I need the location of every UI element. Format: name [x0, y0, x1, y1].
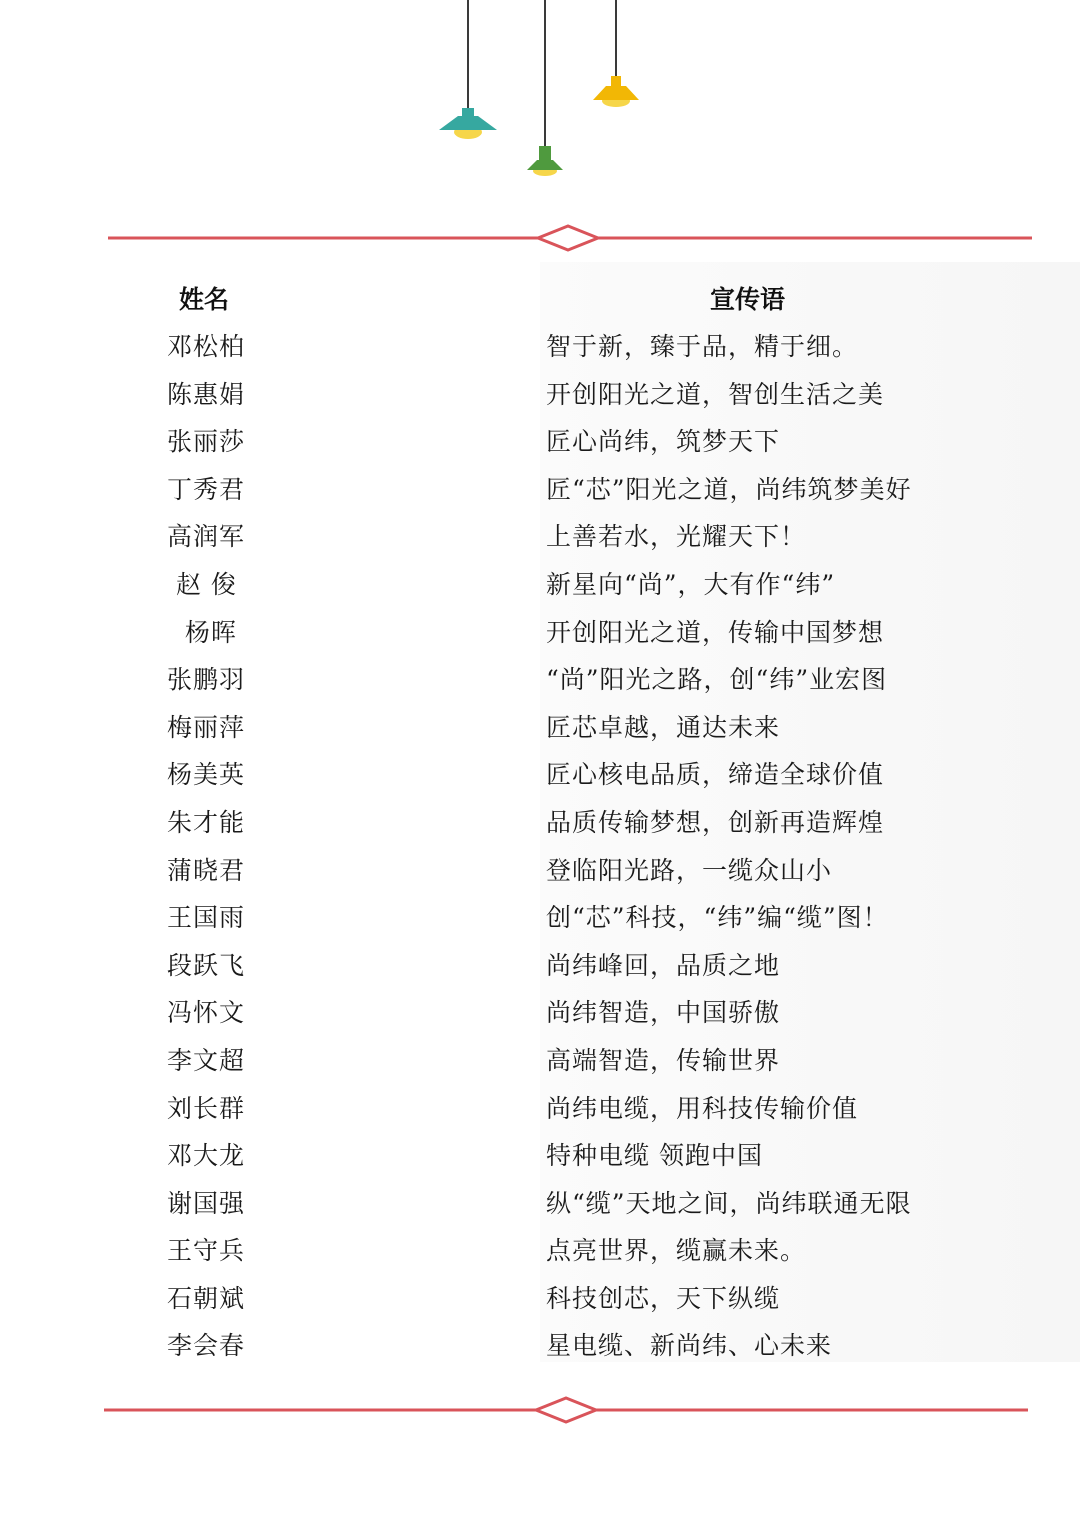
person-name: 张鹏羽 [167, 665, 246, 695]
table-row [0, 1275, 1080, 1323]
slogan-text: 开创阳光之道，智创生活之美 [546, 379, 885, 409]
table-row [0, 1322, 1080, 1370]
slogan-text: 尚纬电缆，用科技传输价值 [546, 1093, 859, 1123]
person-name: 赵 俊 [167, 569, 237, 599]
slogan-text: 匠心尚纬，筑梦天下 [546, 427, 781, 457]
table-row [0, 1227, 1080, 1275]
table-row [0, 1180, 1080, 1228]
slogan-text: 纵“缆”天地之间，尚纬联通无限 [546, 1188, 912, 1218]
diamond-ornament-icon [536, 1398, 596, 1422]
person-name: 邓松柏 [167, 332, 246, 361]
slogan-text: 新星向“尚”，大有作“纬” [546, 569, 836, 599]
table-row [0, 989, 1080, 1037]
table-row [0, 466, 1080, 514]
person-name: 高润军 [167, 522, 246, 552]
slogan-text: 匠芯卓越，通达未来 [546, 712, 781, 742]
table-row [0, 704, 1080, 752]
table-row [0, 799, 1080, 847]
person-name: 陈惠娟 [167, 379, 246, 409]
slogan-text: 特种电缆 领跑中国 [546, 1141, 763, 1171]
table-row [0, 751, 1080, 799]
person-name: 李文超 [167, 1045, 246, 1075]
slogan-text: 星电缆、新尚纬、心未来 [546, 1331, 833, 1361]
table-row [0, 371, 1080, 419]
slogan-text: 开创阳光之道，传输中国梦想 [546, 617, 885, 647]
slogan-text: 点亮世界，缆赢未来。 [546, 1236, 807, 1266]
person-name: 杨美英 [167, 760, 246, 790]
table-row [0, 894, 1080, 942]
table-row [0, 1037, 1080, 1085]
person-name: 杨晖 [167, 617, 237, 647]
person-name: 段跃飞 [167, 950, 246, 980]
green-lamp-icon [527, 146, 563, 176]
person-name: 石朝斌 [167, 1283, 246, 1313]
table-row [0, 656, 1080, 704]
slogan-text: 匠“芯”阳光之道，尚纬筑梦美好 [546, 474, 912, 504]
slogan-text: 尚纬智造，中国骄傲 [546, 998, 781, 1028]
teal-lamp-icon [439, 108, 497, 139]
table-row [0, 1132, 1080, 1180]
person-name: 蒲晓君 [167, 855, 246, 885]
person-name: 谢国强 [167, 1188, 246, 1218]
slogan-text: 智于新，臻于品，精于细。 [546, 332, 859, 361]
person-name: 李会春 [167, 1331, 246, 1361]
slogan-column-header: 宣传语 [710, 285, 786, 314]
person-name: 王守兵 [167, 1236, 246, 1266]
bottom-divider [0, 1390, 1080, 1430]
slogan-text: 科技创芯，天下纵缆 [546, 1283, 781, 1313]
person-name: 张丽莎 [167, 427, 246, 457]
person-name: 刘长群 [167, 1093, 246, 1123]
hanging-lamps [0, 0, 1080, 200]
slogan-text: 匠心核电品质，缔造全球价值 [546, 760, 885, 790]
diamond-ornament-icon [538, 226, 598, 250]
person-name: 朱才能 [167, 807, 246, 837]
slogan-text: 尚纬峰回，品质之地 [546, 950, 781, 980]
person-name: 梅丽萍 [167, 712, 246, 742]
table-row [0, 513, 1080, 561]
slogan-text: 上善若水，光耀天下！ [546, 522, 807, 552]
person-name: 丁秀君 [167, 474, 246, 504]
table-row [0, 942, 1080, 990]
slogan-text: 品质传输梦想，创新再造辉煌 [546, 807, 885, 837]
yellow-lamp-icon [593, 76, 639, 107]
slogan-text: 创“芯”科技，“纬”编“缆”图！ [546, 903, 889, 933]
name-column-header: 姓名 [179, 285, 230, 314]
table-row [0, 1085, 1080, 1133]
slogan-text: “尚”阳光之路，创“纬”业宏图 [546, 665, 888, 695]
slogan-text: 登临阳光路，一缆众山小 [546, 855, 833, 885]
table-row [0, 323, 1080, 371]
person-name: 冯怀文 [167, 998, 246, 1028]
table-header [0, 278, 1080, 322]
table-row [0, 418, 1080, 466]
table-row [0, 609, 1080, 657]
person-name: 邓大龙 [167, 1141, 246, 1171]
table-row [0, 847, 1080, 895]
slogan-text: 高端智造，传输世界 [546, 1045, 781, 1075]
top-divider [0, 218, 1080, 258]
person-name: 王国雨 [167, 903, 246, 933]
table-row [0, 561, 1080, 609]
slogan-table [0, 323, 1080, 1370]
